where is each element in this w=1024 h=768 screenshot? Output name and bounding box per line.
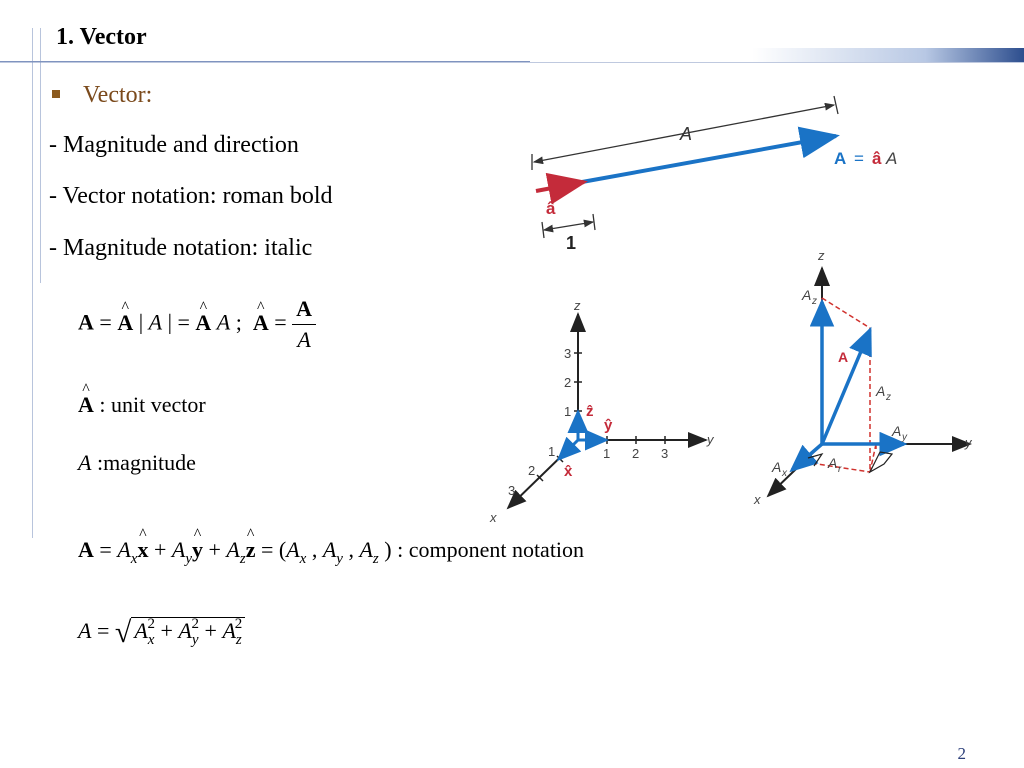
svg-text:=: =	[854, 149, 864, 168]
equation-unit-vector-label: ^ A : unit vector	[78, 392, 206, 418]
unit-vector-arrow	[536, 182, 584, 191]
text-line-vector-notation: - Vector notation: roman bold	[49, 183, 333, 209]
left-rule-outer	[32, 28, 33, 538]
svg-text:A: A	[828, 455, 838, 471]
text-line-magnitude-notation: - Magnitude notation: italic	[49, 235, 313, 261]
svg-text:A: A	[834, 149, 847, 168]
header-gradient-bar	[0, 48, 1024, 64]
ay-label	[891, 423, 908, 443]
equation-magnitude-formula: A = √ $A_x^2 + A_y^2 + A_z^2$	[78, 612, 245, 646]
unit-y-label: ŷ	[604, 417, 613, 434]
svg-text:A: A	[772, 459, 782, 475]
left-rule-inner	[40, 28, 41, 283]
z-axis-label: z	[574, 298, 581, 313]
x-tick-3: 3	[508, 483, 516, 498]
ar-label	[827, 455, 842, 475]
x-tick-1: 1	[548, 444, 556, 459]
figure-vector-unit-diagram	[520, 92, 920, 262]
az-axis-label	[801, 287, 817, 307]
bullet-heading: Vector:	[83, 82, 153, 108]
unit-z-label: ẑ	[586, 403, 594, 420]
projection-dashed-lines	[804, 298, 876, 472]
svg-text:z: z	[812, 296, 817, 307]
text-line-magnitude-direction: - Magnitude and direction	[49, 132, 299, 158]
unit-x-arrow	[559, 440, 578, 459]
svg-text:A: A	[886, 149, 898, 168]
y-tick-2: 2	[632, 446, 640, 461]
ax-label	[771, 459, 788, 479]
y-axis-label: y	[965, 435, 972, 450]
y-tick-3: 3	[661, 446, 669, 461]
z-tick-3: 3	[564, 346, 572, 361]
figure-unit-vectors-axes	[478, 292, 718, 528]
equation-unit-vector-definition: A = ^ A | A | = ^ A A ; ^ A = $\frac{A}{A}$	[78, 296, 316, 353]
ax-component-arrow	[792, 444, 822, 470]
x-axis-label: x	[490, 510, 497, 525]
z-tick-2: 2	[564, 375, 572, 390]
svg-text:A: A	[802, 287, 812, 303]
y-axis-label: y	[707, 432, 714, 447]
x-tick-2: 2	[528, 463, 536, 478]
unit-x-label: x̂	[564, 463, 573, 480]
unit-vector-label: â	[546, 199, 556, 218]
vector-A-arrow	[582, 136, 836, 182]
figure-vector-components	[746, 246, 986, 510]
svg-text:x: x	[782, 468, 787, 479]
equation-A-equals-ahat-A	[834, 149, 897, 168]
y-tick-1: 1	[603, 446, 611, 461]
svg-text:A: A	[876, 383, 886, 399]
bullet-square-icon	[52, 90, 60, 98]
slide-title: 1. Vector	[56, 24, 147, 50]
z-tick-1: 1	[564, 404, 572, 419]
svg-text:A: A	[892, 423, 902, 439]
svg-text:z: z	[886, 392, 891, 403]
az-side-label	[875, 383, 891, 403]
svg-text:â: â	[872, 149, 882, 168]
equation-magnitude-label: A :magnitude	[78, 450, 196, 475]
svg-text:r: r	[838, 464, 842, 475]
vector-A-arrow	[822, 330, 870, 444]
magnitude-label: A	[680, 124, 693, 144]
x-axis-label: x	[754, 492, 761, 507]
svg-text:y: y	[902, 432, 907, 443]
page-number: 2	[957, 744, 966, 763]
equation-component-notation: $A = A_x\^{}$ $x + A_y\^{}$ $y + A_z\^{}$ $z = (A_x$ , $A_y$ , $A_z$ ) : component notation	[78, 537, 584, 563]
unit-length-label: 1	[566, 233, 577, 253]
z-axis-label: z	[818, 248, 825, 263]
vector-A-label: A	[838, 349, 849, 365]
